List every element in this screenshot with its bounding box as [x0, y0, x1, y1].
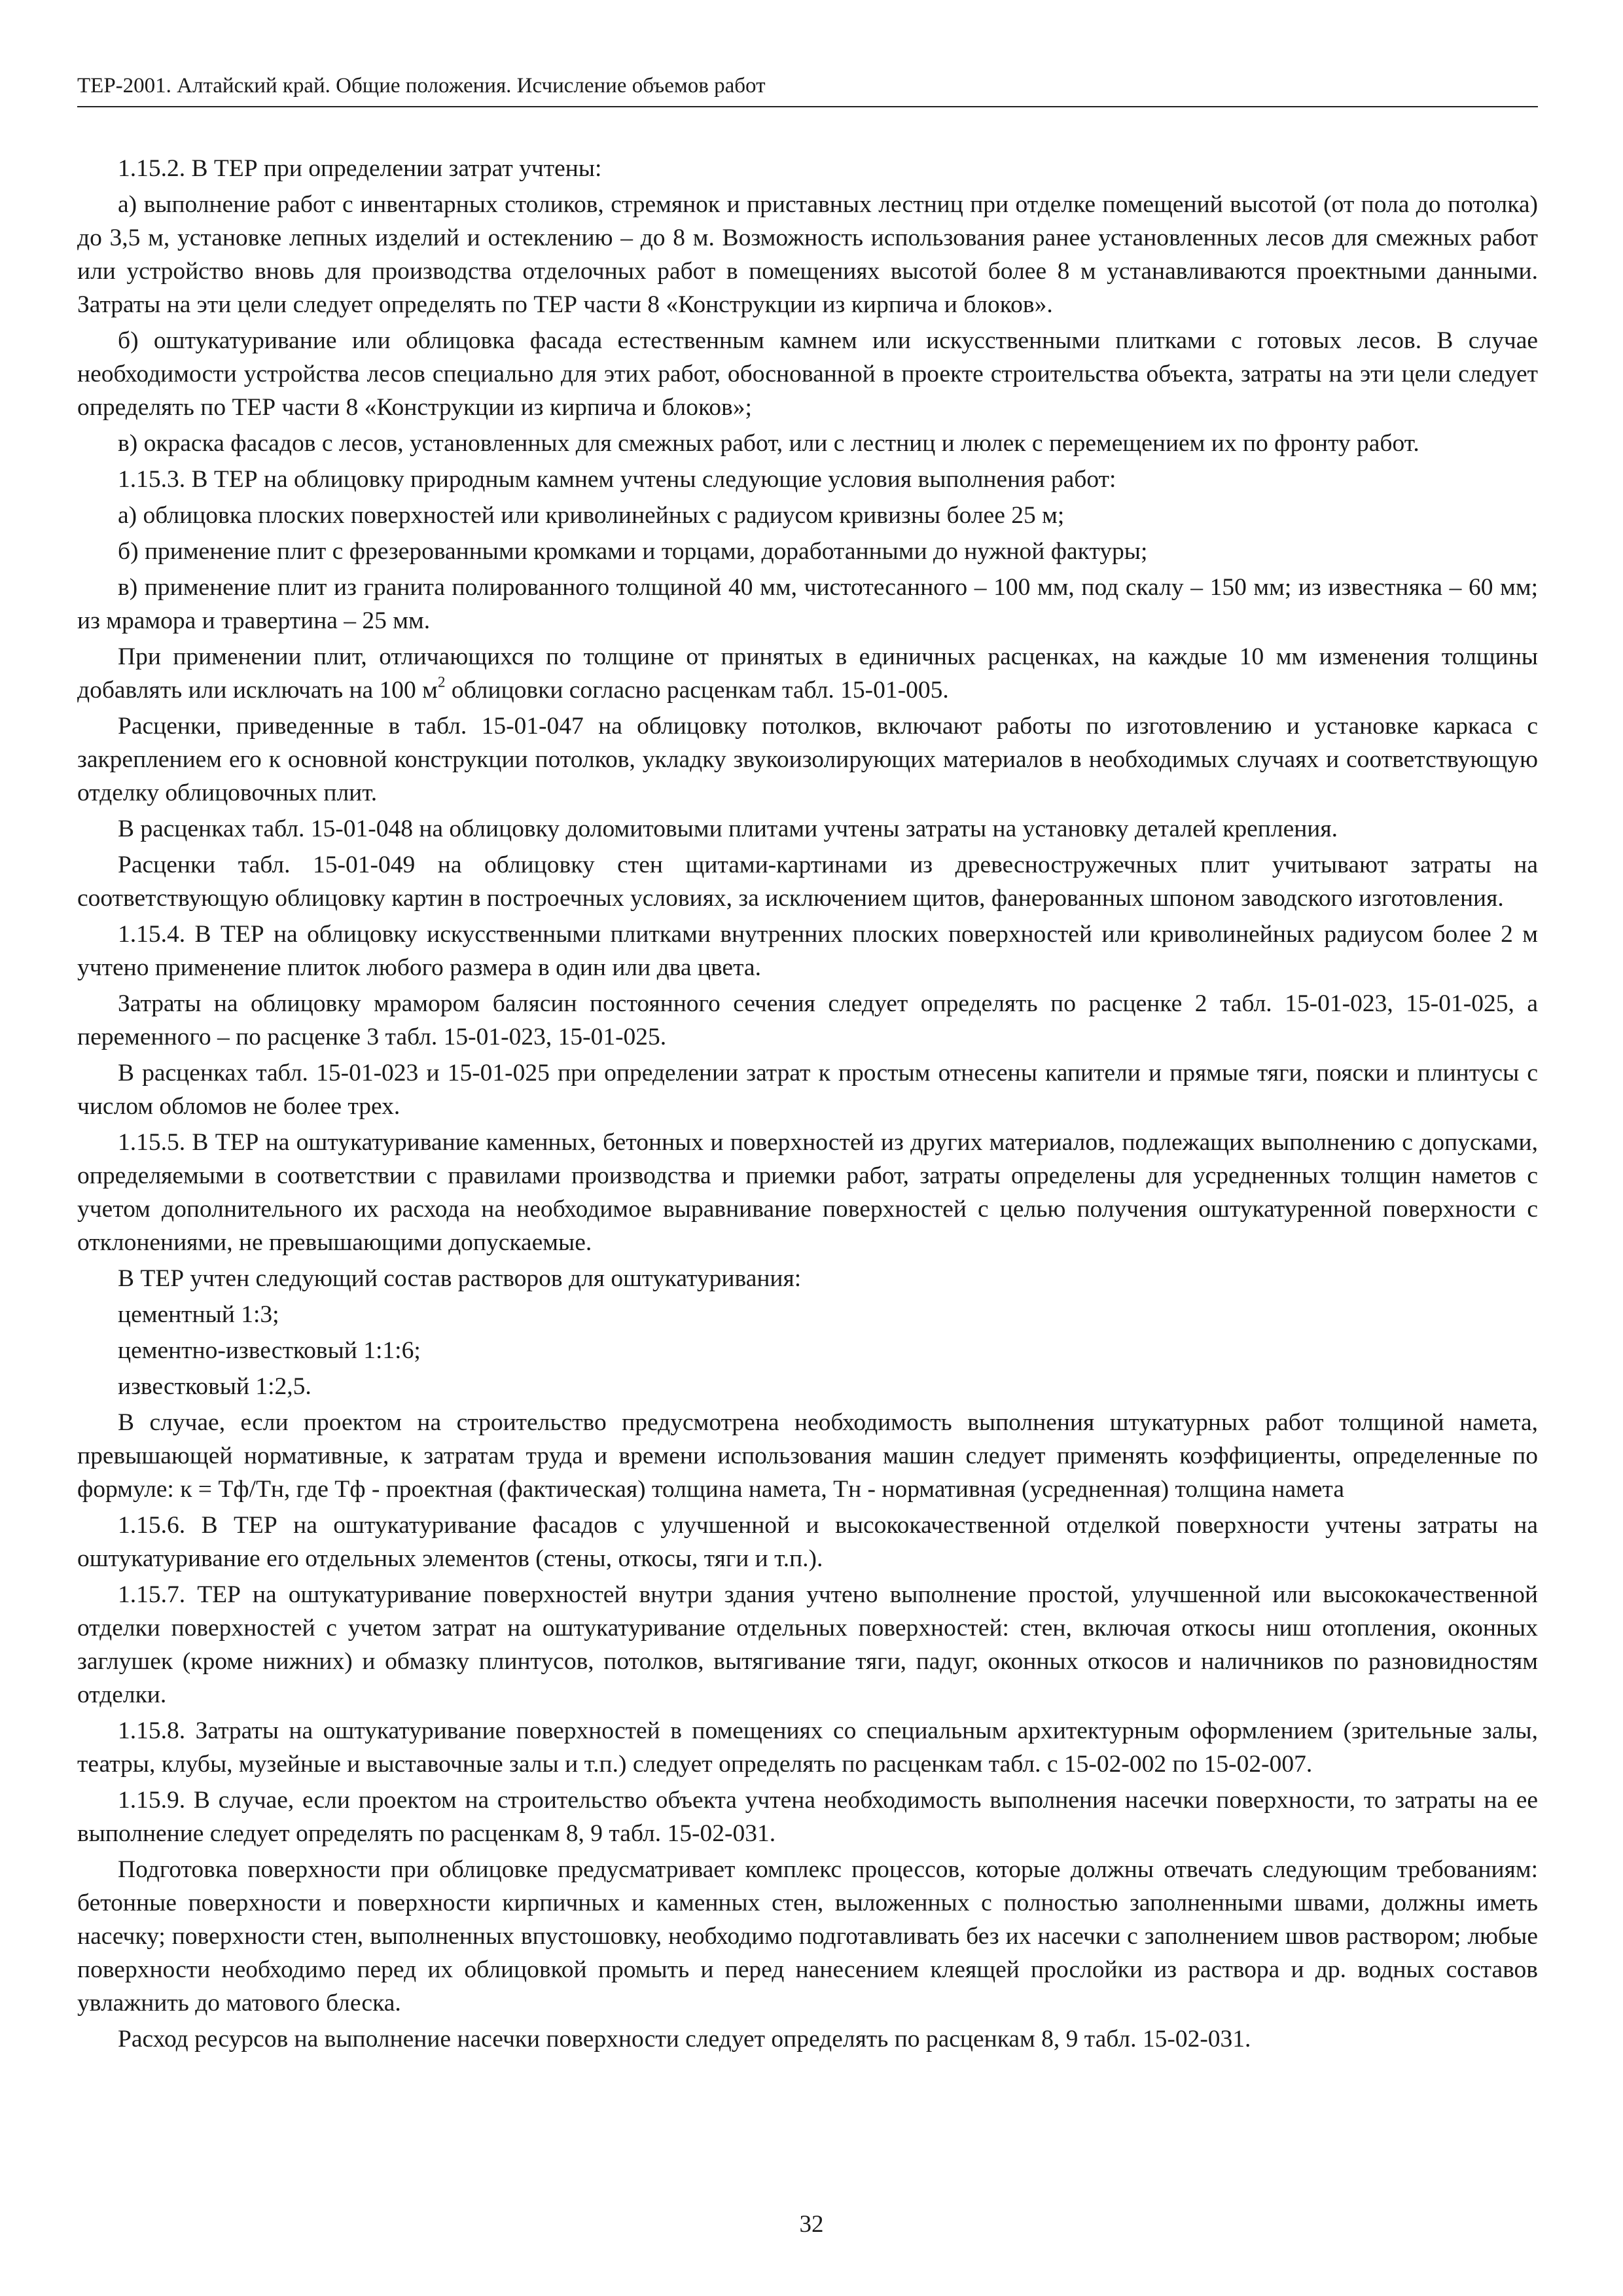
paragraph-preparation: Подготовка поверхности при облицовке предусматривает комплекс процессов, которые должны отвечать следующим требованиям: бетонные поверхности и поверхности кирпичных и каменных стен, выложенных с полностью заполненными швами, должны иметь насечку; поверхности стен, выполненных впустошовку, необходимо подготавливать без их насечки с заполнением швов раствором; любые поверхности необходимо перед их облицовкой промыть и перед нанесением клеящей прослойки из раствора и др. водных составов увлажнить до матового блеска.	[77, 1856, 1538, 2017]
paragraph-item-b: б) оштукатуривание или облицовка фасада естественным камнем или искусственными плитками с готовых лесов. В случае необходимости устройства лесов специально для этих работ, обоснованной в проекте строительства объекта, затраты на эти цели следует определять по ТЕР части 8 «Конструкции из кирпича и блоков»;	[77, 327, 1538, 421]
mortar-cement-lime: цементно-известковый 1:1:6;	[118, 1337, 421, 1364]
paragraph-1-15-6: 1.15.6. В ТЕР на оштукатуривание фасадов с улучшенной и высококачественной отделкой поверхности учтены затраты на оштукатуривание его отдельных элементов (стены, откосы, тяги и т.п.).	[77, 1512, 1538, 1572]
paragraph-capitals: В расценках табл. 15-01-023 и 15-01-025 при определении затрат к простым отнесены капители и прямые тяги, пояски и плинтусы с числом обломов не более трех.	[77, 1060, 1538, 1120]
paragraph-item-a-2: а) облицовка плоских поверхностей или криволинейных с радиусом кривизны более 25 м;	[118, 502, 1065, 529]
paragraph-1-15-7: 1.15.7. ТЕР на оштукатуривание поверхностей внутри здания учтено выполнение простой, улучшенной или высококачественной отделки поверхностей с учетом затрат на оштукатуривание отдельных поверхностей: стен, включая откосы ниш отопления, оконных заглушек (кроме нижних) и обмазку плинтусов, потолков, вытягивание тяги, падуг, оконных откосов и наличников по разновидностям отделки.	[77, 1581, 1538, 1708]
paragraph-1-15-3: 1.15.3. В ТЕР на облицовку природным камнем учтены следующие условия выполнения работ:	[118, 466, 1116, 493]
paragraph-1-15-4: 1.15.4. В ТЕР на облицовку искусственными плитками внутренних плоских поверхностей или криволинейных радиусом более 2 м учтено применение плиток любого размера в один или два цвета.	[77, 921, 1538, 981]
paragraph-resources: Расход ресурсов на выполнение насечки поверхности следует определять по расценкам 8, 9 табл. 15-02-031.	[118, 2026, 1251, 2053]
paragraph-ceiling: Расценки, приведенные в табл. 15-01-047 на облицовку потолков, включают работы по изготовлению и установке каркаса с закреплением его к основной конструкции потолков, укладку звукоизолирующих материалов в необходимых случаях и соответствующую отделку облицовочных плит.	[77, 713, 1538, 806]
mortar-lime: известковый 1:2,5.	[118, 1373, 312, 1400]
paragraph-panels: Расценки табл. 15-01-049 на облицовку стен щитами-картинами из древесностружечных плит учитывают затраты на соответствующую облицовку картин в построечных условиях, за исключением щитов, фанерованных шпоном заводского изготовления.	[77, 852, 1538, 912]
paragraph-item-b-2: б) применение плит с фрезерованными кромками и торцами, доработанными до нужной фактуры;	[118, 538, 1148, 565]
paragraph-1-15-5: 1.15.5. В ТЕР на оштукатуривание каменных, бетонных и поверхностей из других материалов, подлежащих выполнению с допусками, определяемыми в соответствии с правилами производства и приемки работ, затраты определены для усредненных толщин наметов с учетом дополнительного их расхода на необходимое выравнивание поверхностей с целью получения оштукатуренной поверхности с отклонениями, не превышающими допускаемые.	[77, 1129, 1538, 1256]
paragraph-balusters: Затраты на облицовку мрамором балясин постоянного сечения следует определять по расценке 2 табл. 15-01-023, 15-01-025, а переменного – по расценке 3 табл. 15-01-023, 15-01-025.	[77, 990, 1538, 1050]
paragraph-thickness	[77, 640, 1538, 707]
running-header: ТЕР-2001. Алтайский край. Общие положения. Исчисление объемов работ	[77, 71, 1538, 107]
document-body	[77, 152, 1538, 2058]
page-number: 32	[799, 2211, 824, 2238]
paragraph-item-v-2: в) применение плит из гранита полированного толщиной 40 мм, чистотесанного – 100 мм, под скалу – 150 мм; из известняка – 60 мм; из мрамора и травертина – 25 мм.	[77, 574, 1538, 634]
superscript: 2	[437, 673, 446, 691]
text-fragment: При применении плит, отличающихся по толщине от принятых в единичных расценках, на каждые 10 мм изменения толщины добавлять или исключать на 100 м	[77, 643, 1538, 704]
paragraph-coefficient: В случае, если проектом на строительство предусмотрена необходимость выполнения штукатурных работ толщиной намета, превышающей нормативные, к затратам труда и времени использования машин следует применять коэффициенты, определенные по формуле: к = Тф/Тн, где Тф - проектная (фактическая) толщина намета, Тн - нормативная (усредненная) толщина намета	[77, 1409, 1538, 1503]
paragraph-1-15-2: 1.15.2. В ТЕР при определении затрат учтены:	[118, 155, 602, 182]
paragraph-mortars: В ТЕР учтен следующий состав растворов для оштукатуривания:	[118, 1265, 802, 1292]
paragraph-item-a: а) выполнение работ с инвентарных столиков, стремянок и приставных лестниц при отделке помещений высотой (от пола до потолка) до 3,5 м, установке лепных изделий и остеклению – до 8 м. Возможность использования ранее установленных лесов для смежных работ или устройство вновь для производства отделочных работ в помещениях высотой более 8 м устанавливаются проектными данными. Затраты на эти цели следует определять по ТЕР части 8 «Конструкции из кирпича и блоков».	[77, 191, 1538, 318]
mortar-cement: цементный 1:3;	[118, 1301, 279, 1328]
paragraph-dolomite: В расценках табл. 15-01-048 на облицовку доломитовыми плитами учтены затраты на установку деталей крепления.	[118, 816, 1338, 842]
paragraph-1-15-8: 1.15.8. Затраты на оштукатуривание поверхностей в помещениях со специальным архитектурным оформлением (зрительные залы, театры, клубы, музейные и выставочные залы и т.п.) следует определять по расценкам табл. с 15-02-002 по 15-02-007.	[77, 1717, 1538, 1778]
text-fragment: облицовки согласно расценкам табл. 15-01-005.	[445, 677, 949, 704]
paragraph-1-15-9: 1.15.9. В случае, если проектом на строительство объекта учтена необходимость выполнения насечки поверхности, то затраты на ее выполнение следует определять по расценкам 8, 9 табл. 15-02-031.	[77, 1787, 1538, 1847]
paragraph-item-v: в) окраска фасадов с лесов, установленных для смежных работ, или с лестниц и люлек с перемещением их по фронту работ.	[118, 430, 1419, 457]
